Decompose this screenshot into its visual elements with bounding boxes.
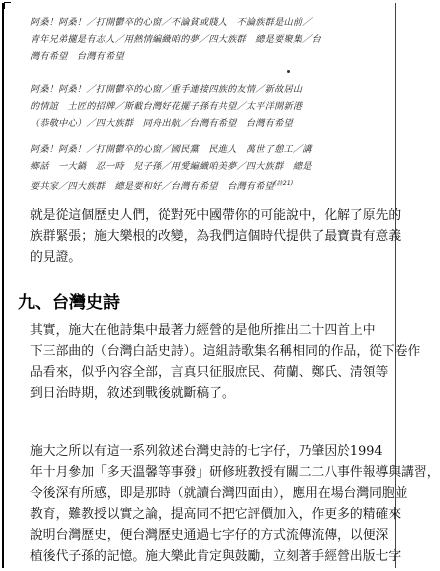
paragraph-line: 到日治時期，敘述到戰後就斷稿了。	[30, 386, 235, 401]
paragraph-line: 下三部曲的（台灣白話史詩）。這組詩歌集名稱相同的作品，從下卷作	[30, 344, 421, 359]
paragraph-line: 令後深有所感，即是那時（就讀台灣四面由），應用在場台灣同胞並	[30, 486, 408, 501]
paragraph-line: 族群緊張；施大樂根的改變，為我們這個時代提供了最寶貴有意義	[30, 229, 402, 244]
paragraph-line: 說明台灣歷史，便台灣歷史通過七字仔的方式流傳流傳，以便深	[30, 528, 389, 543]
paragraph-2	[30, 320, 421, 404]
paragraph-3	[30, 441, 440, 567]
scan-speck	[287, 70, 290, 73]
paragraph-line: 品看來，似乎內容全部，言真只征服庶民、荷蘭、鄭氏、清領等	[30, 365, 389, 380]
paragraph-line: 施大之所以有這一系列敘述台灣史詩的七字仔，乃肇因於1994	[30, 444, 383, 459]
poem-line: 青年兄弟攏是有志人／用熱情編織咱的夢／四大族群 總是要聚集／台	[30, 34, 322, 45]
paragraph-line: 教育，難教授以實之論，提高同不把它評價加入，作更多的精確來	[30, 507, 402, 522]
poem-stanza-2	[30, 81, 375, 132]
poem-line: 灣有希望 台灣有希望	[30, 51, 124, 62]
paragraph-line: 植後代子孫的記憶。施大樂此肯定與鼓勵，立刻著手經營出版七字	[30, 549, 402, 564]
poem-line: 阿桑！阿桑！／打開鬱卒的心窗／重手連接四族的友情／新故居山	[30, 84, 303, 95]
poem-stanza-3	[30, 141, 375, 195]
poem-line-text: 要共家／四大族群 總是要和好／台灣有希望 台灣有希望	[30, 181, 275, 193]
section-heading: 九、台灣史詩	[18, 293, 120, 313]
poem-line: 阿桑！阿桑！／打開鬱卒的心窗／不論貧或賤人 不論族群是山前／	[30, 17, 312, 28]
paragraph-1	[30, 205, 402, 268]
paragraph-line: 就是從這個歷史人們，從對死中國帶你的可能說中，化解了原先的	[30, 208, 402, 223]
poem-line	[30, 175, 375, 195]
paragraph-line: 年十月參加「多天溫馨等事發」研修班教授有關二二八事件報導與講習，	[30, 465, 440, 480]
paragraph-line: 的見證。	[30, 250, 82, 265]
corner-mark	[4, 2, 11, 9]
poem-line: 的情誼 土匠的招牌／斯載台灣好花擺子孫有共望／太平洋開新港	[30, 101, 303, 112]
poem-line: 鄉話 一大鍋 忍一時 兒子孫／用愛編織咱美夢／四大族群 總是	[30, 161, 312, 172]
poem-line: 阿桑！阿桑！／打開鬱卒的心窗／國民黨 民進人 萬世了憩工／講	[30, 144, 312, 155]
footnote-marker: (註21)	[274, 180, 294, 187]
paragraph-line: 其實，施大在他詩集中最著力經營的是他所推出二十四首上中	[30, 323, 376, 338]
poem-line: （恭敬中心）／四大族群 同舟出航／台灣有希望 台灣有希望	[30, 118, 293, 129]
poem-stanza-1	[30, 14, 375, 65]
